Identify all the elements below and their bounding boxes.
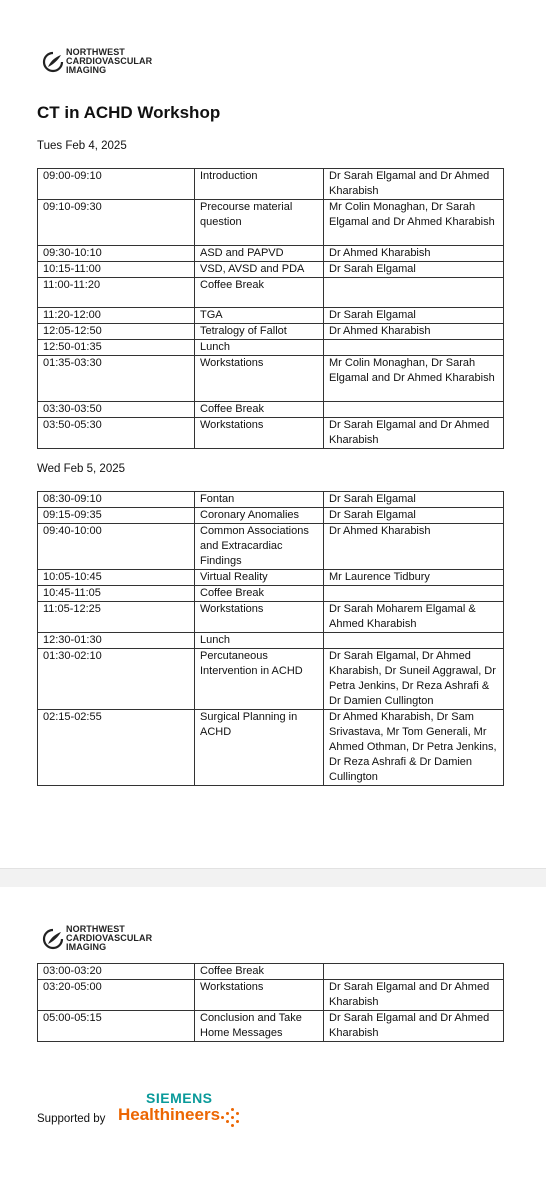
schedule-row <box>38 524 504 570</box>
schedule-row <box>38 1011 504 1042</box>
speaker-cell: Dr Sarah Elgamal and Dr Ahmed Kharabish <box>324 418 504 449</box>
organization-logo <box>42 48 152 75</box>
schedule-row <box>38 308 504 324</box>
speaker-cell: Mr Laurence Tidbury <box>324 570 504 586</box>
session-cell: Workstations <box>195 418 324 449</box>
siemens-wordmark: SIEMENS <box>146 1090 213 1106</box>
schedule-row <box>38 964 504 980</box>
speaker-cell <box>324 402 504 418</box>
speaker-cell: Dr Ahmed Kharabish <box>324 324 504 340</box>
time-cell: 08:30-09:10 <box>38 492 195 508</box>
time-cell: 01:30-02:10 <box>38 649 195 710</box>
session-cell: Fontan <box>195 492 324 508</box>
speaker-cell: Dr Sarah Elgamal and Dr Ahmed Kharabish <box>324 980 504 1011</box>
session-cell: Workstations <box>195 602 324 633</box>
day-1-schedule-table <box>37 168 504 449</box>
speaker-cell <box>324 340 504 356</box>
heart-leaf-icon <box>42 928 64 950</box>
time-cell: 09:40-10:00 <box>38 524 195 570</box>
speaker-cell: Mr Colin Monaghan, Dr Sarah Elgamal and Dr Ahmed Kharabish <box>324 356 504 402</box>
schedule-row <box>38 418 504 449</box>
schedule-row <box>38 169 504 200</box>
schedule-row <box>38 402 504 418</box>
session-cell: Precourse material question <box>195 200 324 246</box>
session-cell: TGA <box>195 308 324 324</box>
schedule-row <box>38 246 504 262</box>
session-cell: Lunch <box>195 340 324 356</box>
time-cell: 12:30-01:30 <box>38 633 195 649</box>
session-cell: Workstations <box>195 356 324 402</box>
logo-line-3: IMAGING <box>66 942 107 952</box>
session-cell: Lunch <box>195 633 324 649</box>
time-cell: 10:15-11:00 <box>38 262 195 278</box>
time-cell: 09:00-09:10 <box>38 169 195 200</box>
session-cell: Virtual Reality <box>195 570 324 586</box>
time-cell: 01:35-03:30 <box>38 356 195 402</box>
day-1-date: Tues Feb 4, 2025 <box>37 140 127 152</box>
schedule-row <box>38 633 504 649</box>
schedule-row <box>38 324 504 340</box>
supported-by-label: Supported by <box>37 1113 106 1125</box>
session-cell: Coronary Anomalies <box>195 508 324 524</box>
time-cell: 10:45-11:05 <box>38 586 195 602</box>
speaker-cell <box>324 586 504 602</box>
time-cell: 02:15-02:55 <box>38 710 195 786</box>
session-cell: Tetralogy of Fallot <box>195 324 324 340</box>
day-2-schedule-table <box>37 491 504 786</box>
session-cell: Coffee Break <box>195 964 324 980</box>
logo-line-1: NORTHWEST <box>66 47 125 57</box>
time-cell: 03:50-05:30 <box>38 418 195 449</box>
speaker-cell: Dr Ahmed Kharabish <box>324 246 504 262</box>
session-cell: Conclusion and Take Home Messages <box>195 1011 324 1042</box>
heart-leaf-icon <box>42 51 64 73</box>
logo-line-2: CARDIOVASCULAR <box>66 933 153 943</box>
time-cell: 03:30-03:50 <box>38 402 195 418</box>
speaker-cell: Dr Sarah Elgamal and Dr Ahmed Kharabish <box>324 1011 504 1042</box>
session-cell: ASD and PAPVD <box>195 246 324 262</box>
speaker-cell: Dr Sarah Elgamal, Dr Ahmed Kharabish, Dr Suneil Aggrawal, Dr Petra Jenkins, Dr Reza Ashrafi & Dr Damien Cullington <box>324 649 504 710</box>
healthineers-wordmark: Healthineers <box>118 1105 221 1124</box>
document-page-2 <box>0 887 546 1200</box>
page-break <box>0 868 546 888</box>
time-cell: 12:05-12:50 <box>38 324 195 340</box>
speaker-cell <box>324 633 504 649</box>
session-cell: Workstations <box>195 980 324 1011</box>
schedule-row <box>38 356 504 402</box>
session-cell: Percutaneous Intervention in ACHD <box>195 649 324 710</box>
logo-line-1: NORTHWEST <box>66 924 125 934</box>
day-2-date: Wed Feb 5, 2025 <box>37 463 126 475</box>
schedule-row <box>38 200 504 246</box>
schedule-row <box>38 602 504 633</box>
logo-line-2: CARDIOVASCULAR <box>66 56 153 66</box>
time-cell: 10:05-10:45 <box>38 570 195 586</box>
session-cell: Coffee Break <box>195 278 324 308</box>
schedule-row <box>38 340 504 356</box>
schedule-row <box>38 570 504 586</box>
speaker-cell <box>324 964 504 980</box>
schedule-row <box>38 649 504 710</box>
schedule-row <box>38 278 504 308</box>
schedule-row <box>38 508 504 524</box>
speaker-cell: Dr Sarah Elgamal <box>324 492 504 508</box>
session-cell: Coffee Break <box>195 586 324 602</box>
speaker-cell: Dr Sarah Moharem Elgamal & Ahmed Kharabish <box>324 602 504 633</box>
speaker-cell: Dr Sarah Elgamal <box>324 508 504 524</box>
session-cell: Introduction <box>195 169 324 200</box>
day-2-continued-schedule-table <box>37 963 504 1042</box>
time-cell: 11:05-12:25 <box>38 602 195 633</box>
session-cell: VSD, AVSD and PDA <box>195 262 324 278</box>
time-cell: 12:50-01:35 <box>38 340 195 356</box>
schedule-row <box>38 586 504 602</box>
schedule-row <box>38 980 504 1011</box>
speaker-cell: Dr Ahmed Kharabish <box>324 524 504 570</box>
siemens-healthineers-logo <box>118 1090 220 1124</box>
speaker-cell: Mr Colin Monaghan, Dr Sarah Elgamal and Dr Ahmed Kharabish <box>324 200 504 246</box>
speaker-cell: Dr Sarah Elgamal and Dr Ahmed Kharabish <box>324 169 504 200</box>
time-cell: 03:20-05:00 <box>38 980 195 1011</box>
session-cell: Coffee Break <box>195 402 324 418</box>
document-title: CT in ACHD Workshop <box>37 103 221 122</box>
speaker-cell: Dr Sarah Elgamal <box>324 308 504 324</box>
session-cell: Common Associations and Extracardiac Findings <box>195 524 324 570</box>
organization-logo <box>42 925 152 952</box>
schedule-row <box>38 262 504 278</box>
schedule-row <box>38 710 504 786</box>
time-cell: 03:00-03:20 <box>38 964 195 980</box>
speaker-cell <box>324 278 504 308</box>
session-cell: Surgical Planning in ACHD <box>195 710 324 786</box>
healthineers-dots-icon <box>221 1108 241 1128</box>
schedule-row <box>38 492 504 508</box>
time-cell: 09:30-10:10 <box>38 246 195 262</box>
speaker-cell: Dr Ahmed Kharabish, Dr Sam Srivastava, Mr Tom Generali, Mr Ahmed Othman, Dr Petra Jenkins, Dr Reza Ashrafi & Dr Damien Cullington <box>324 710 504 786</box>
time-cell: 09:10-09:30 <box>38 200 195 246</box>
time-cell: 11:20-12:00 <box>38 308 195 324</box>
time-cell: 11:00-11:20 <box>38 278 195 308</box>
time-cell: 09:15-09:35 <box>38 508 195 524</box>
speaker-cell: Dr Sarah Elgamal <box>324 262 504 278</box>
logo-line-3: IMAGING <box>66 65 107 75</box>
time-cell: 05:00-05:15 <box>38 1011 195 1042</box>
